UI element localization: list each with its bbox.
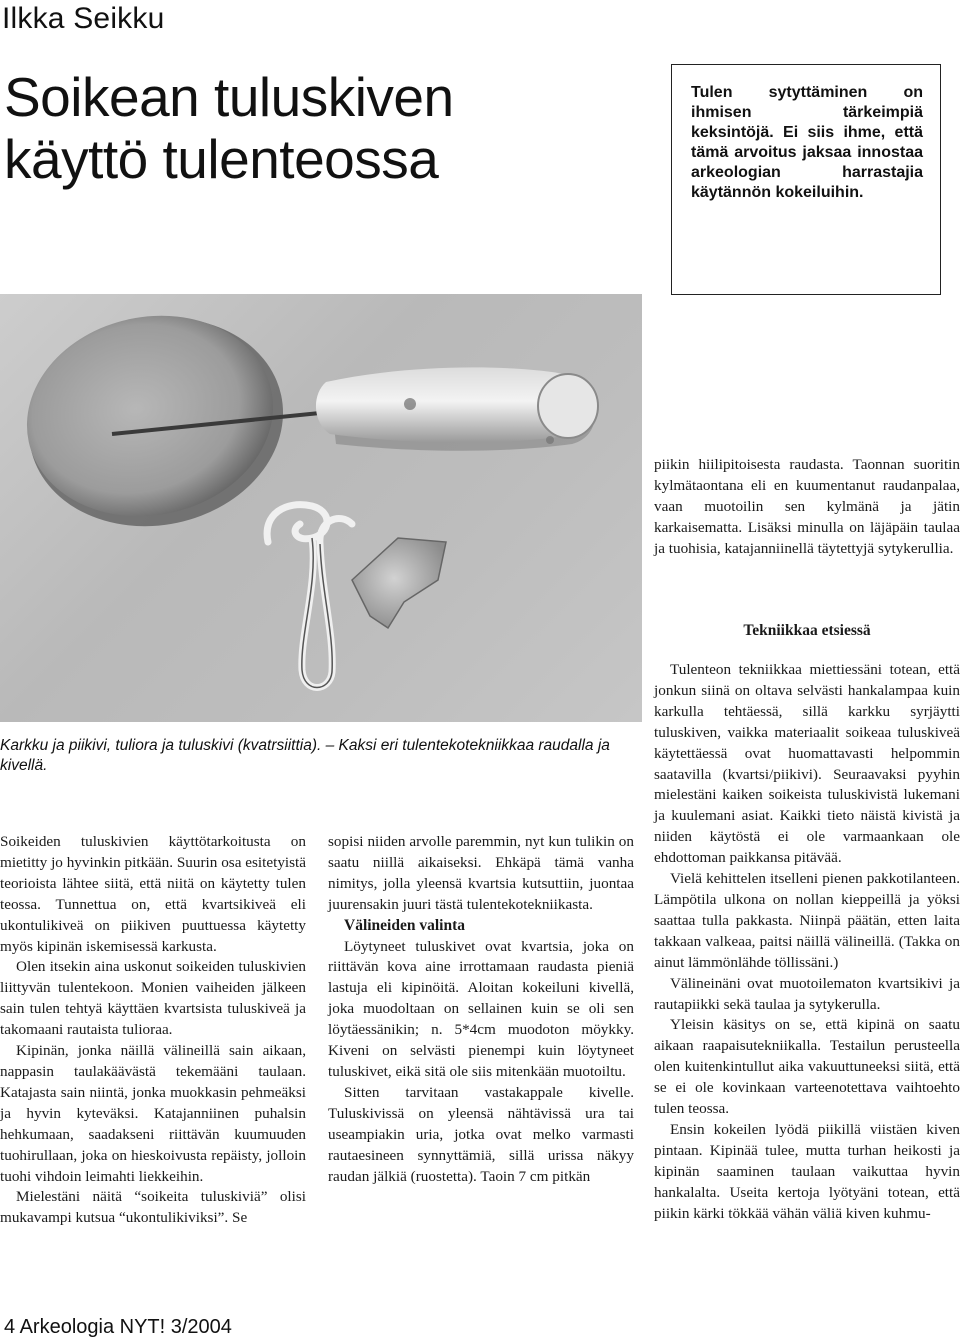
column-3-bottom	[654, 660, 960, 1224]
oval-strike-stone	[8, 294, 292, 539]
author-name: Ilkka Seikku	[2, 2, 165, 35]
title-line-1: Soikean tuluskiven	[4, 66, 454, 128]
handle-spot	[404, 398, 416, 410]
page-footer: 4 Arkeologia NYT! 3/2004	[4, 1316, 232, 1338]
paragraph: Mielestäni näitä “soikeita tuluskiviä” olisi mukavampi kutsua “ukontulikiviksi”. Se	[0, 1188, 306, 1227]
column-1	[0, 832, 306, 1229]
paragraph: Kipinän, jonka näillä välineillä sain aikaan, nappasin taulakäävästä tekemääni taulaan. Katajasta sain niintä, jonka muokkasin pehmeäksi ja hyvin kyteväksi. Katajanniinen puhalsin hehkumaan, saadakseni riittävän kuumuuden tuohirullaan, joka on hieskoivusta repäisty, jolloin tuohi vihdoin leimahti liekkeihin.	[0, 1042, 306, 1185]
column-3-top	[654, 455, 960, 560]
flint-piece	[352, 538, 446, 628]
paragraph: Yleisin käsitys on se, että kipinä on saatu aikaan raapaisutekniikalla. Testailun perusteella olen kuitenkintullut aika vakuuttuneeksi siitä, että se ei ole kovinkaan varteenotettava vaihtoehto tulen teossa.	[654, 1016, 960, 1118]
handle-spot	[546, 436, 554, 444]
paragraph: Tulenteon tekniikkaa miettiessäni totean, että jonkun siinä on oltava selvästi hankalampaa kuin karkulla tehtäessä, sillä karkku syrjäytti tuluskiven, vaikka materiaalit soikeaa tuluskiveä käytettäessä ovat huomattavasti helpommin saatavilla (kvartsi/piikivi). Seuraavaksi pyyhin mielestäni kaiken soikeista tuluskivistä lukemani ja kuulemani asiat. Kaikki tieto näistä kivistä ja niiden käytöstä ei ole varmaankaan ole ehdottoman paikkansa pitävää.	[654, 661, 960, 867]
photo-caption: Karkku ja piikivi, tuliora ja tuluskivi (kvatrsiittia). – Kaksi eri tulentekotekniikkaa raudalla ja kivellä.	[0, 737, 610, 774]
artifact-photo	[0, 294, 642, 722]
artifact-photo-drawing	[0, 294, 642, 722]
paragraph: Soikeiden tuluskivien käyttötarkoitusta on mietitty jo hyvinkin pitkään. Suurin osa esitetyistä teorioista lähtee siitä, että niitä on käytetty tulen teossa. Tunnettua on, että kvartsikiveä eli ukontulikiveä on piikiven puuttuessa käytetty myös kipinän iskemisessä karkusta.	[0, 833, 306, 955]
paragraph: Vielä kehittelen itselleni pienen pakkotilanteen. Lämpötila ulkona on nollan kieppeillä ja yöksi saattaa tulla pakkasta. Niinpä päätän, etten laita takkaan valkeaa, paitsi näillä välineillä. (Takka on ainut lämmönlähde töllissäni.)	[654, 870, 960, 971]
section-heading-valineiden-valinta: Välineiden valinta	[344, 916, 466, 934]
paragraph: Olen itsekin aina uskonut soikeiden tuluskivien liittyvän tulentekoon. Monien vaiheiden jälkeen sain tulen tehtyä käyttäen kvartsista tuluskiveä ja takomaani rautaista tulioraa.	[0, 958, 306, 1039]
article-title	[4, 66, 644, 190]
paragraph: Välineinäni ovat muotoilematon kvartsikivi ja rautapiikki sekä taulaa ja sytykerulla.	[654, 974, 960, 1013]
column-2	[328, 832, 634, 1187]
paragraph: Löytyneet tuluskivet ovat kvartsia, joka on riittävän kova aine irrottamaan raudasta pieniä lastuja eli kipinöitä. Aloitan kokeiluni kivellä, joka muodoltaan on sellainen kuin se oli sen löytäessänikin; n. 5*4cm muodoton möykky. Kiveni on selvästi pienempi kuin löytyneet tuluskivet, eikä sitä ole siis mitenkään muotoiltu.	[328, 937, 634, 1080]
title-line-2: käyttö tulenteossa	[4, 128, 439, 190]
paragraph: Ensin kokeilen lyödä piikillä viistäen kiven pintaan. Kipinää tulee, mutta turhan heikosti ja kipinän saaminen taulaan vaikuttaa hyvin hankalalta. Useita kertoja lyötyäni totean, että piikin kärki tökkää vähän väliä kiven kuhmu-	[654, 1120, 960, 1222]
paragraph: piikin hiilipitoisesta raudasta. Taonnan suoritin kylmätaontana eli en kuumentanut raudanpalaa, vaan muotoilin sen kylmänä ja jätin karkaisematta. Lisäksi minulla on läjäpäin taulaa ja tuohisia, katajanniinellä täytettyjä sytykerullia.	[654, 456, 960, 557]
intro-box	[671, 64, 941, 295]
section-heading-tekniikkaa-etsiessa: Tekniikkaa etsiessä	[743, 622, 871, 639]
intro-text: Tulen sytyttäminen on ihmisen tärkeimpiä keksintöjä. Ei siis ihme, että tämä arvoitus jaksaa innostaa arkeologian harrastajia käytännön kokeiluihin.	[691, 84, 923, 201]
paragraph: sopisi niiden arvolle paremmin, nyt kun tulikin on saatu niillä aikaiseksi. Ehkäpä tämä vanha nimitys, jolla yleensä kvartsia kutsuttiin, juontaa juurensakin juuri tästä tulentekotekniikasta.	[328, 833, 634, 913]
handle-knob	[538, 374, 598, 438]
paragraph: Sitten tarvitaan vastakappale kivelle. Tuluskivissä on yleensä nähtävissä ura tai useampiakin uria, jotka ovat melko varmasti rautaesineen synnyttämiä, sillä urissa näkyy raudan jälkiä (ruostetta). Taoin 7 cm pitkän	[328, 1083, 634, 1185]
